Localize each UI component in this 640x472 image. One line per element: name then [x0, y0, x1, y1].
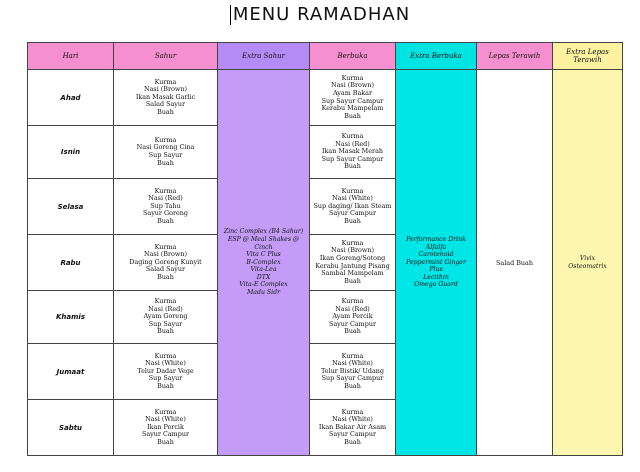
supplement-item: Omega Guard [414, 281, 458, 289]
day-name: Selasa [28, 179, 114, 235]
menu-item: Buah [344, 327, 361, 336]
text-cursor [230, 5, 231, 25]
menu-item: Buah [344, 111, 361, 120]
sahur-cell [114, 235, 218, 291]
menu-item: Daging Goreng Kunyit [129, 257, 202, 266]
menu-item: Sup Sayur [148, 319, 183, 328]
menu-item: Buah [157, 272, 174, 281]
menu-item: Kurma [154, 135, 177, 144]
header-row [28, 43, 623, 70]
menu-item: Sup Sayur [148, 151, 183, 159]
sahur-cell [114, 344, 218, 400]
menu-item: Buah [157, 107, 174, 116]
day-name: Sabtu [28, 400, 114, 456]
menu-item: Kurma [154, 242, 177, 251]
menu-item: Nasi (Brown) [144, 85, 187, 94]
supplement-item: Vivix [579, 254, 596, 262]
supplement-item: Vita-E Complex [239, 281, 288, 289]
supplement-item: Peppermint Ginger [406, 258, 466, 266]
day-name: Ahad [28, 70, 114, 126]
menu-item: Buah [344, 276, 361, 285]
supplement-item: DTX [256, 273, 271, 281]
page-title-text: MENU RAMADHAN [232, 4, 411, 25]
header-extra-sahur: Extra Sahur [218, 43, 310, 70]
sahur-cell [114, 291, 218, 344]
menu-item: Buah [157, 158, 174, 167]
menu-item: Ikan Percik [147, 422, 184, 431]
menu-item: Kerabu Mampelam [321, 104, 384, 113]
sahur-cell [114, 70, 218, 126]
menu-item: Buah [157, 437, 174, 446]
menu-item: Sayur Campur [328, 319, 377, 328]
menu-item: Kurma [341, 407, 364, 416]
berbuka-cell [310, 400, 396, 456]
menu-item: Kurma [341, 73, 364, 82]
menu-item: Nasi Goreng Cina [136, 143, 195, 152]
berbuka-cell [310, 179, 396, 235]
menu-item: Nasi (Brown) [331, 246, 374, 255]
menu-item: Nasi (White) [145, 415, 186, 424]
menu-item: Buah [344, 162, 361, 171]
berbuka-cell [310, 291, 396, 344]
menu-item: Buah [344, 216, 361, 225]
menu-item: Kurma [154, 77, 177, 86]
header-extra-berbuka: Extra Berbuka [396, 43, 477, 70]
supplement-item: Vita C Plus [246, 251, 281, 259]
supplement-item: Madu Sidr [246, 289, 281, 297]
menu-item: Ayam Goreng [143, 312, 188, 321]
menu-item: Nasi (Brown) [331, 81, 374, 90]
extra-lepas-terawih-cell [553, 70, 623, 456]
menu-item: Sup Tahu [150, 201, 181, 210]
menu-item: Buah [157, 216, 174, 225]
menu-item: Buah [344, 437, 361, 446]
header-lepas-terawih: Lepas Terawih [477, 43, 553, 70]
supplement-item: Zinc Complex (B4 Sahur) [223, 228, 304, 236]
menu-item: Nasi (White) [145, 359, 186, 368]
menu-item: Ayam Percik [332, 312, 373, 321]
menu-item: Nasi (Red) [335, 304, 370, 313]
header-berbuka: Berbuka [310, 43, 396, 70]
lepas-terawih-cell: Salad Buah [477, 70, 553, 456]
menu-item: Sayur Goreng [143, 209, 188, 218]
menu-item: Kurma [341, 351, 364, 360]
menu-item: Sup Sayur Campur [321, 154, 384, 163]
menu-item: Nasi (Red) [148, 194, 183, 203]
header-hari: Hari [28, 43, 114, 70]
menu-item: Sup daging/ Ikan Steam [313, 201, 392, 210]
menu-item: Ikan Masak Merah [321, 147, 383, 156]
menu-item: Kerabu Jantung Pisang [315, 261, 390, 270]
page-title [0, 4, 640, 25]
menu-item: Kurma [154, 407, 177, 416]
menu-item: Telur Dadar Vege [137, 366, 194, 375]
menu-item: Buah [344, 381, 361, 390]
menu-item: Nasi (White) [332, 194, 373, 203]
day-name: Isnin [28, 126, 114, 179]
menu-item: Kurma [341, 186, 364, 195]
menu-item: Ayam Bakar [332, 88, 373, 97]
supplement-item: ESP @ Meal Shakes @ [227, 235, 300, 243]
menu-item: Salad Sayur [145, 265, 186, 274]
extra-sahur-cell [218, 70, 310, 456]
menu-item: Sup Sayur Campur [321, 96, 384, 105]
day-name: Khamis [28, 291, 114, 344]
day-name: Jumaat [28, 344, 114, 400]
menu-item: Nasi (Brown) [144, 250, 187, 259]
menu-item: Nasi (White) [332, 415, 373, 424]
menu-item: Kurma [341, 297, 364, 306]
berbuka-cell [310, 70, 396, 126]
menu-item: Sambal Mampelam [321, 269, 384, 278]
menu-item: Sayur Campur [328, 209, 377, 218]
menu-item: Kurma [154, 351, 177, 360]
menu-item: Ikan Goreng/Sotong [319, 253, 386, 262]
extra-berbuka-cell [396, 70, 477, 456]
menu-item: Kurma [154, 186, 177, 195]
berbuka-cell [310, 235, 396, 291]
menu-item: Nasi (White) [332, 359, 373, 368]
supplement-item: Performance Drink [406, 235, 466, 243]
menu-item: Buah [157, 327, 174, 336]
menu-item: Salad Sayur [145, 100, 186, 109]
menu-item: Ikan Masak Garlic [135, 92, 196, 101]
menu-item: Sayur Campur [328, 430, 377, 439]
supplement-item: Carotenoid [418, 251, 454, 259]
menu-item: Nasi (Red) [148, 304, 183, 313]
menu-item: Telur Bistik/ Udang [321, 366, 384, 375]
menu-item: Sup Sayur [148, 374, 183, 383]
supplement-item: B-Complex [246, 258, 281, 266]
supplement-item: Alfalfa [425, 243, 447, 251]
menu-item: Kurma [154, 297, 177, 306]
berbuka-cell [310, 344, 396, 400]
menu-item: Sup Sayur Campur [321, 374, 384, 383]
supplement-item: Osteomatrix [568, 262, 607, 270]
supplement-item: Lecithin [423, 273, 449, 281]
menu-item: Kurma [341, 238, 364, 247]
berbuka-cell [310, 126, 396, 179]
table-row [28, 70, 623, 126]
sahur-cell [114, 400, 218, 456]
sahur-cell [114, 126, 218, 179]
supplement-item: Vita-Lea [250, 266, 277, 274]
supplement-item: Cinch [254, 243, 273, 251]
menu-item: Sayur Campur [141, 430, 190, 439]
header-sahur: Sahur [114, 43, 218, 70]
menu-table [27, 42, 623, 456]
menu-item: Buah [157, 381, 174, 390]
menu-item: Kurma [341, 132, 364, 141]
menu-item: Ikan Bakar Air Asam [318, 422, 387, 431]
header-extra-lepas-terawih: Extra Lepas Terawih [553, 43, 623, 70]
sahur-cell [114, 179, 218, 235]
supplement-item: Plus [429, 266, 443, 274]
menu-item: Nasi (Red) [335, 139, 370, 148]
day-name: Rabu [28, 235, 114, 291]
